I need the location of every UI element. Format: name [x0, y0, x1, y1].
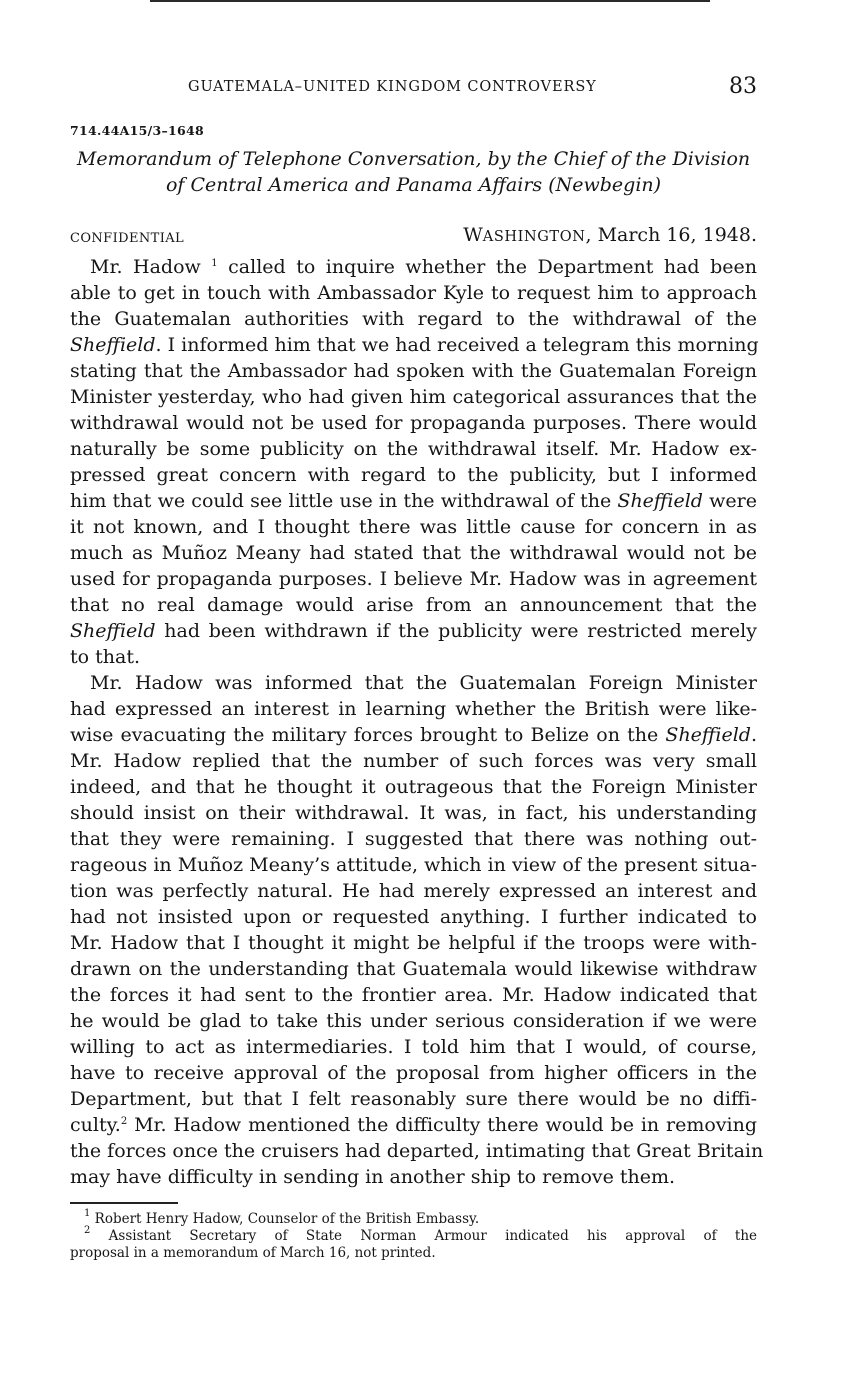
body-line: culty.$^2$ Mr. Hadow mentioned the difficulty there would be in removing — [70, 1114, 757, 1136]
body-line: that no real damage would arise from an announcement that the — [70, 594, 757, 616]
body-line: wise evacuating the military forces brought to Belize on the Sheffield. — [70, 724, 757, 746]
body-line: stating that the Ambassador had spoken with the Guatemalan Foreign — [70, 360, 757, 382]
body-line: he would be glad to take this under serious consideration if we were — [70, 1010, 757, 1032]
running-title: GUATEMALA–UNITED KINGDOM CONTROVERSY — [188, 79, 597, 95]
body-line: the forces once the cruisers had departed, intimating that Great Britain — [70, 1140, 764, 1162]
body-text — [70, 254, 764, 1190]
body-line: Mr. Hadow replied that the number of such forces was very small — [70, 750, 757, 772]
footnote-line: proposal in a memorandum of March 16, not printed. — [70, 1245, 436, 1261]
body-line: drawn on the understanding that Guatemala would likewise withdraw — [70, 958, 757, 980]
body-line: have to receive approval of the proposal from higher officers in the — [70, 1062, 757, 1084]
dateline — [70, 223, 757, 251]
body-line: that they were remaining. I suggested that there was nothing out- — [70, 828, 757, 850]
body-line: to that. — [70, 646, 140, 668]
classification: CONFIDENTIAL — [70, 231, 185, 246]
file-number: 714.44A15/3–1648 — [70, 123, 205, 138]
body-line: should insist on their withdrawal. It was, in fact, his understanding — [70, 802, 757, 824]
body-line: rageous in Muñoz Meany’s attitude, which in view of the present situa- — [70, 854, 757, 876]
body-line: used for propaganda purposes. I believe Mr. Hadow was in agreement — [70, 568, 757, 590]
body-line: Mr. Hadow $^1$ called to inquire whether the Department had been — [90, 256, 757, 278]
footnote-rule — [70, 1202, 178, 1204]
place-date: WASHINGTON, March 16, 1948. — [463, 224, 757, 246]
body-line: Sheffield had been withdrawn if the publicity were restricted merely — [70, 620, 757, 642]
document-title-line-2: of Central America and Panama Affairs (Newbegin) — [165, 174, 662, 196]
body-line: may have difficulty in sending in another ship to remove them. — [70, 1166, 676, 1188]
footnote-line: $^1$ Robert Henry Hadow, Counselor of the British Embassy. — [84, 1208, 480, 1227]
body-line: tion was perfectly natural. He had merely expressed an interest and — [70, 880, 757, 902]
body-line: the forces it had sent to the frontier area. Mr. Hadow indicated that — [70, 984, 757, 1006]
footnotes — [70, 1208, 757, 1262]
body-line: the Guatemalan authorities with regard to the withdrawal of the — [70, 308, 757, 330]
running-head — [70, 76, 757, 100]
body-line: pressed great concern with regard to the publicity, but I informed — [70, 464, 757, 486]
footnote-line: $^2$ Assistant Secretary of State Norman Armour indicated his approval of the — [84, 1225, 757, 1244]
body-line: it not known, and I thought there was little cause for concern in as — [70, 516, 757, 538]
body-line: had expressed an interest in learning whether the British were like- — [70, 698, 757, 720]
document-title-line-1: Memorandum of Telephone Conversation, by the Chief of the Division — [76, 148, 751, 170]
body-line: Department, but that I felt reasonably sure there would be no diffi- — [70, 1088, 757, 1110]
body-line: had not insisted upon or requested anything. I further indicated to — [70, 906, 757, 928]
body-line: naturally be some publicity on the withdrawal itself. Mr. Hadow ex- — [70, 438, 757, 460]
body-line: much as Muñoz Meany had stated that the withdrawal would not be — [70, 542, 757, 564]
body-line: Minister yesterday, who had given him categorical assurances that the — [70, 386, 757, 408]
body-line: indeed, and that he thought it outrageous that the Foreign Minister — [70, 776, 757, 798]
body-line: Sheffield. I informed him that we had received a telegram this morning — [70, 334, 759, 356]
body-line: able to get in touch with Ambassador Kyle to request him to approach — [70, 282, 757, 304]
body-line: Mr. Hadow that I thought it might be helpful if the troops were with- — [70, 932, 757, 954]
body-line: Mr. Hadow was informed that the Guatemalan Foreign Minister — [90, 672, 757, 694]
document-title — [70, 146, 757, 198]
body-line: willing to act as intermediaries. I told him that I would, of course, — [70, 1036, 757, 1058]
page-number: 83 — [729, 74, 757, 99]
top-rule — [150, 0, 710, 2]
body-line: him that we could see little use in the withdrawal of the Sheffield were — [70, 490, 757, 512]
body-line: withdrawal would not be used for propaganda purposes. There would — [70, 412, 757, 434]
